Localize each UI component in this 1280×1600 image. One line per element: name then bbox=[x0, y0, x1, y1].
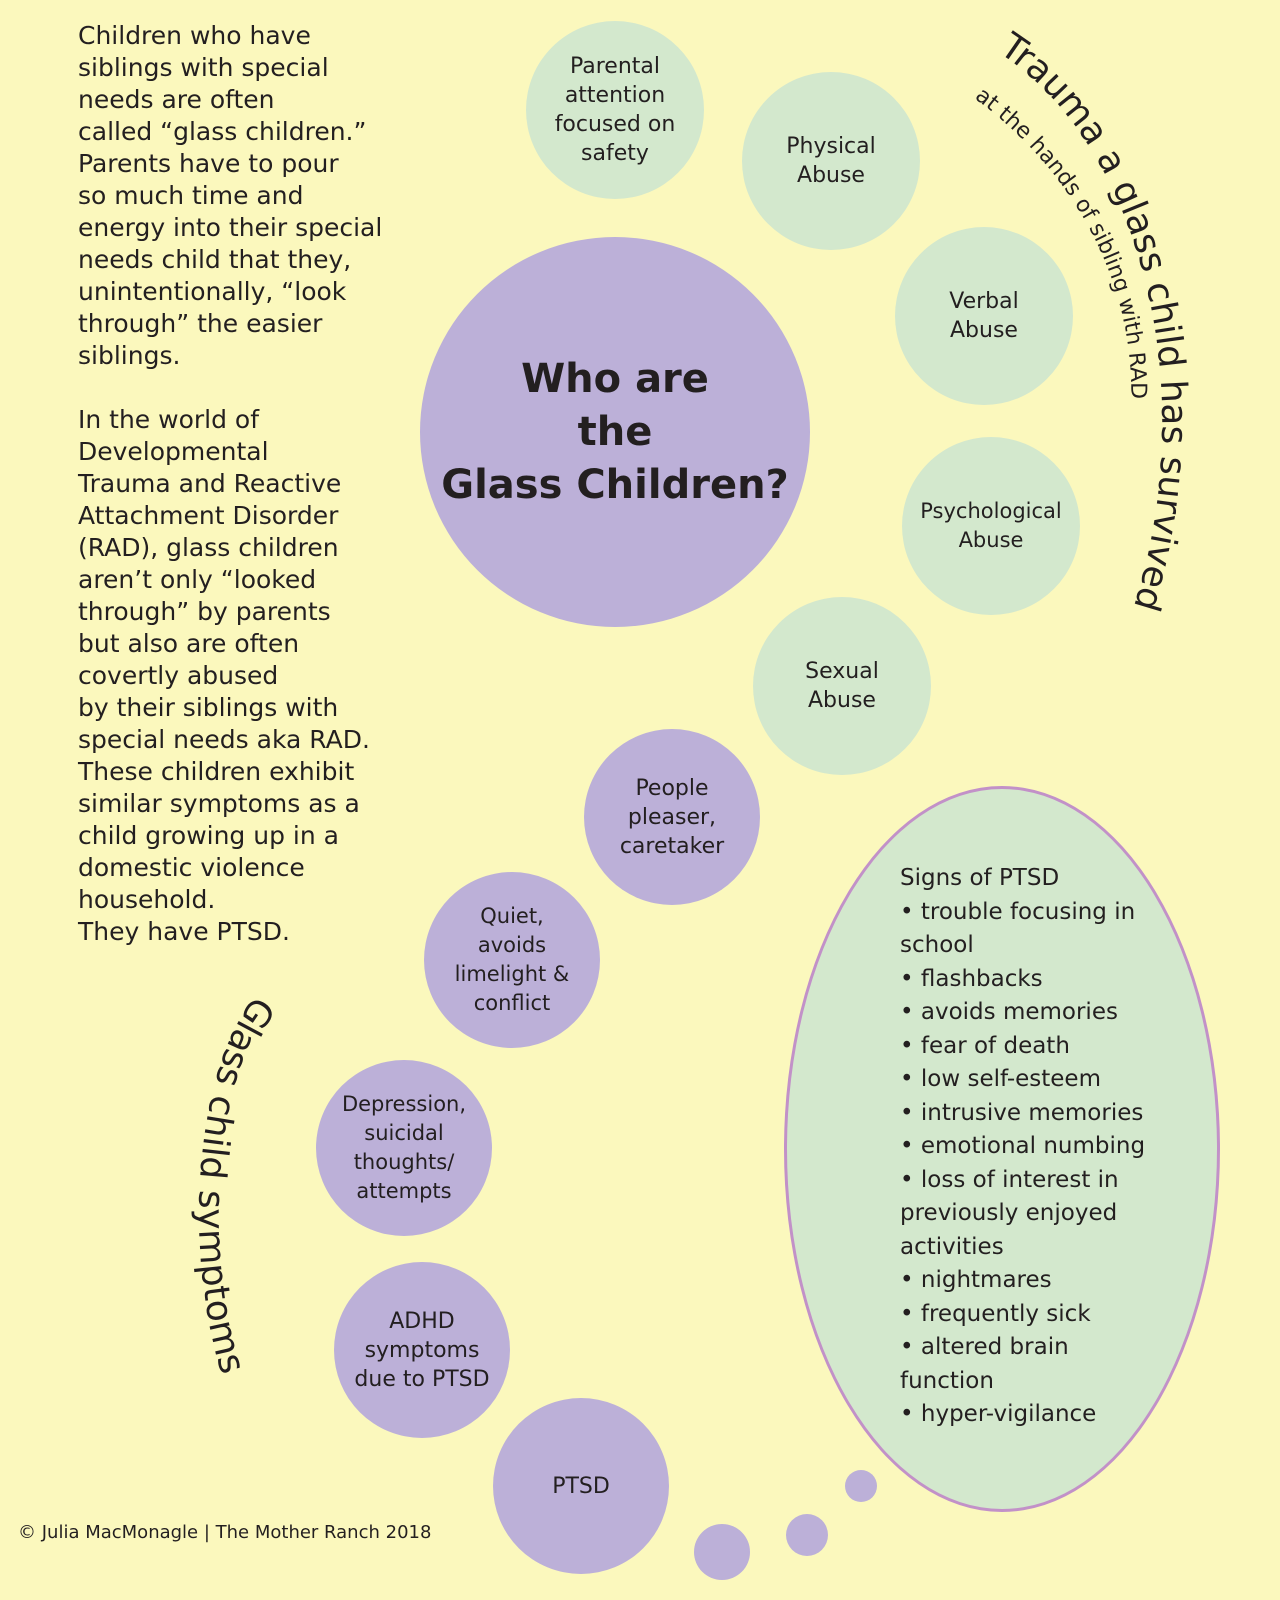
trauma-arc-title: Trauma a glass child has survived bbox=[992, 25, 1195, 616]
copyright-notice: © Julia MacMonagle | The Mother Ranch 2018 bbox=[18, 1522, 432, 1543]
symptom-bubble-adhd: ADHD symptoms due to PTSD bbox=[334, 1262, 510, 1438]
symptom-bubble-ptsd: PTSD bbox=[493, 1398, 669, 1574]
ptsd-sign-item: • hyper-vigilance bbox=[900, 1401, 1097, 1427]
ptsd-sign-item: • avoids memories bbox=[900, 999, 1118, 1025]
ptsd-sign-item: • flashbacks bbox=[900, 965, 1043, 992]
ptsd-signs-title: Signs of PTSD bbox=[900, 865, 1060, 891]
ptsd-sign-item: • trouble focusing in school bbox=[900, 898, 1136, 958]
trauma-bubble-sexual-abuse: Sexual Abuse bbox=[753, 597, 931, 775]
ptsd-sign-item: • nightmares bbox=[900, 1267, 1052, 1293]
ptsd-sign-item: • intrusive memories bbox=[900, 1099, 1144, 1126]
trauma-bubble-verbal-abuse: Verbal Abuse bbox=[895, 227, 1073, 405]
trauma-bubble-psychological-abuse: Psychological Abuse bbox=[902, 437, 1080, 615]
symptom-bubble-quiet: Quiet, avoids limelight & conflict bbox=[424, 872, 600, 1048]
intro-paragraph-1: Children who have siblings with special needs are often called “glass children.” Parents have to pour so much time and energy into their special needs child that they, unintentionally, “look through” the easier siblings. bbox=[78, 21, 383, 370]
trauma-arc-subtitle: at the hands of sibling with RAD bbox=[970, 82, 1151, 400]
symptom-bubble-depression: Depression, suicidal thoughts/ attempts bbox=[316, 1060, 492, 1236]
ptsd-sign-item: • frequently sick bbox=[900, 1300, 1091, 1327]
ptsd-sign-item: • fear of death bbox=[900, 1032, 1070, 1059]
ptsd-sign-item: • low self-esteem bbox=[900, 1066, 1101, 1092]
intro-paragraph-2: In the world of Developmental Trauma and Reactive Attachment Disorder (RAD), glass children aren’t only “looked through” by parents but also are often covertly abused by their siblings with special needs aka RAD. These children exhibit similar symptoms as a child growing up in a domestic violence household. They have PTSD. bbox=[78, 405, 370, 946]
center-title-circle: Who are the Glass Children? bbox=[420, 237, 810, 627]
ptsd-sign-item: • emotional numbing bbox=[900, 1133, 1146, 1159]
symptom-bubble-people-pleaser: People pleaser, caretaker bbox=[584, 729, 760, 905]
trauma-bubble-parental-attention: Parental attention focused on safety bbox=[526, 21, 704, 199]
ptsd-sign-item: • altered brain function bbox=[900, 1334, 1069, 1394]
symptoms-arc-title: Glass child symptoms bbox=[190, 989, 282, 1379]
ptsd-sign-item: • loss of interest in previously enjoyed activities bbox=[900, 1166, 1119, 1260]
trauma-bubble-physical-abuse: Physical Abuse bbox=[742, 72, 920, 250]
